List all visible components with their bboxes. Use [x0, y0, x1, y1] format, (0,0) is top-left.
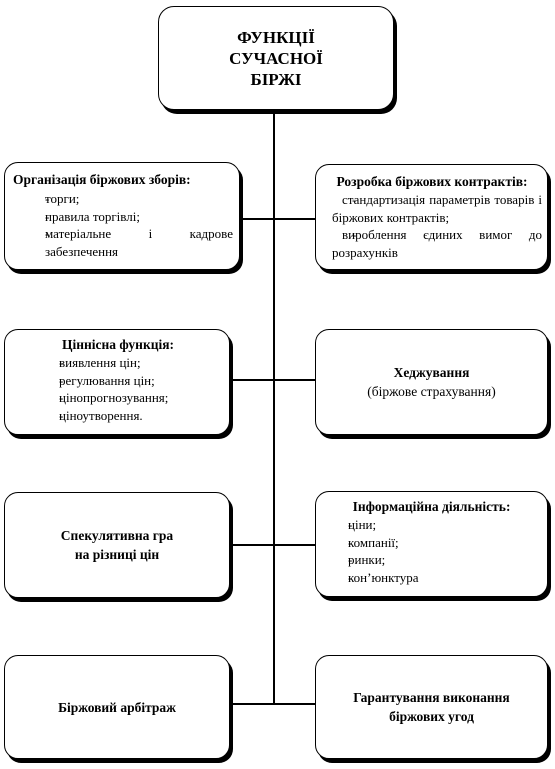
contracts-heading: Розробка біржових контрактів: — [336, 174, 528, 189]
org-item: - матеріальне і кадрове забезпечення — [13, 225, 233, 260]
info-item: - компанії; — [322, 534, 541, 552]
title-line-3: БІРЖІ — [250, 69, 302, 89]
info-item: - ціни; — [322, 516, 541, 534]
guarantee-line-1: Гарантування виконання — [353, 690, 510, 705]
org-item: - правила торгівлі; — [13, 208, 233, 226]
connector-row-3 — [230, 544, 316, 546]
pricing-item: - регулювання цін; — [13, 372, 223, 390]
speculation-line-1: Спекулятивна гра — [60, 528, 174, 543]
contracts-box — [315, 164, 548, 270]
title-box — [158, 6, 394, 110]
title-line-1: ФУНКЦІЇ — [237, 27, 315, 47]
pricing-item: - ціноутворення. — [13, 407, 223, 425]
connector-row-1 — [240, 218, 316, 220]
hedging-subtitle: (біржове страхування) — [367, 384, 496, 399]
info-item: - ринки; — [322, 551, 541, 569]
info-box — [315, 491, 548, 597]
trunk-line — [273, 110, 275, 705]
speculation-line-2: на різниці цін — [74, 547, 160, 562]
info-item: - кон’юнктура — [322, 569, 541, 587]
pricing-box — [4, 329, 230, 435]
org-heading: Організація біржових зборів: — [13, 172, 191, 187]
pricing-heading: Ціннісна функція: — [61, 337, 175, 352]
hedging-box — [315, 329, 548, 435]
org-item: - торги; — [13, 190, 233, 208]
info-heading: Інформаційна діяльність: — [352, 499, 511, 514]
hedging-title: Хеджування — [393, 365, 470, 380]
contracts-item: - стандартизація параметрів товарів і біржових контрактів; — [322, 191, 542, 226]
pricing-item: - виявлення цін; — [13, 354, 223, 372]
guarantee-line-2: біржових угод — [389, 709, 474, 724]
arbitrage-title: Біржовий арбітраж — [58, 699, 176, 715]
pricing-item: - цінопрогнозування; — [13, 389, 223, 407]
title-line-2: СУЧАСНОЇ — [229, 48, 323, 68]
speculation-box — [4, 492, 230, 598]
connector-row-2 — [230, 379, 316, 381]
arbitrage-box — [4, 655, 230, 759]
connector-row-4 — [230, 703, 316, 705]
contracts-item: - вироблення єдиних вимог до розрахунків — [322, 226, 542, 261]
guarantee-box — [315, 655, 548, 759]
org-box — [4, 162, 240, 270]
